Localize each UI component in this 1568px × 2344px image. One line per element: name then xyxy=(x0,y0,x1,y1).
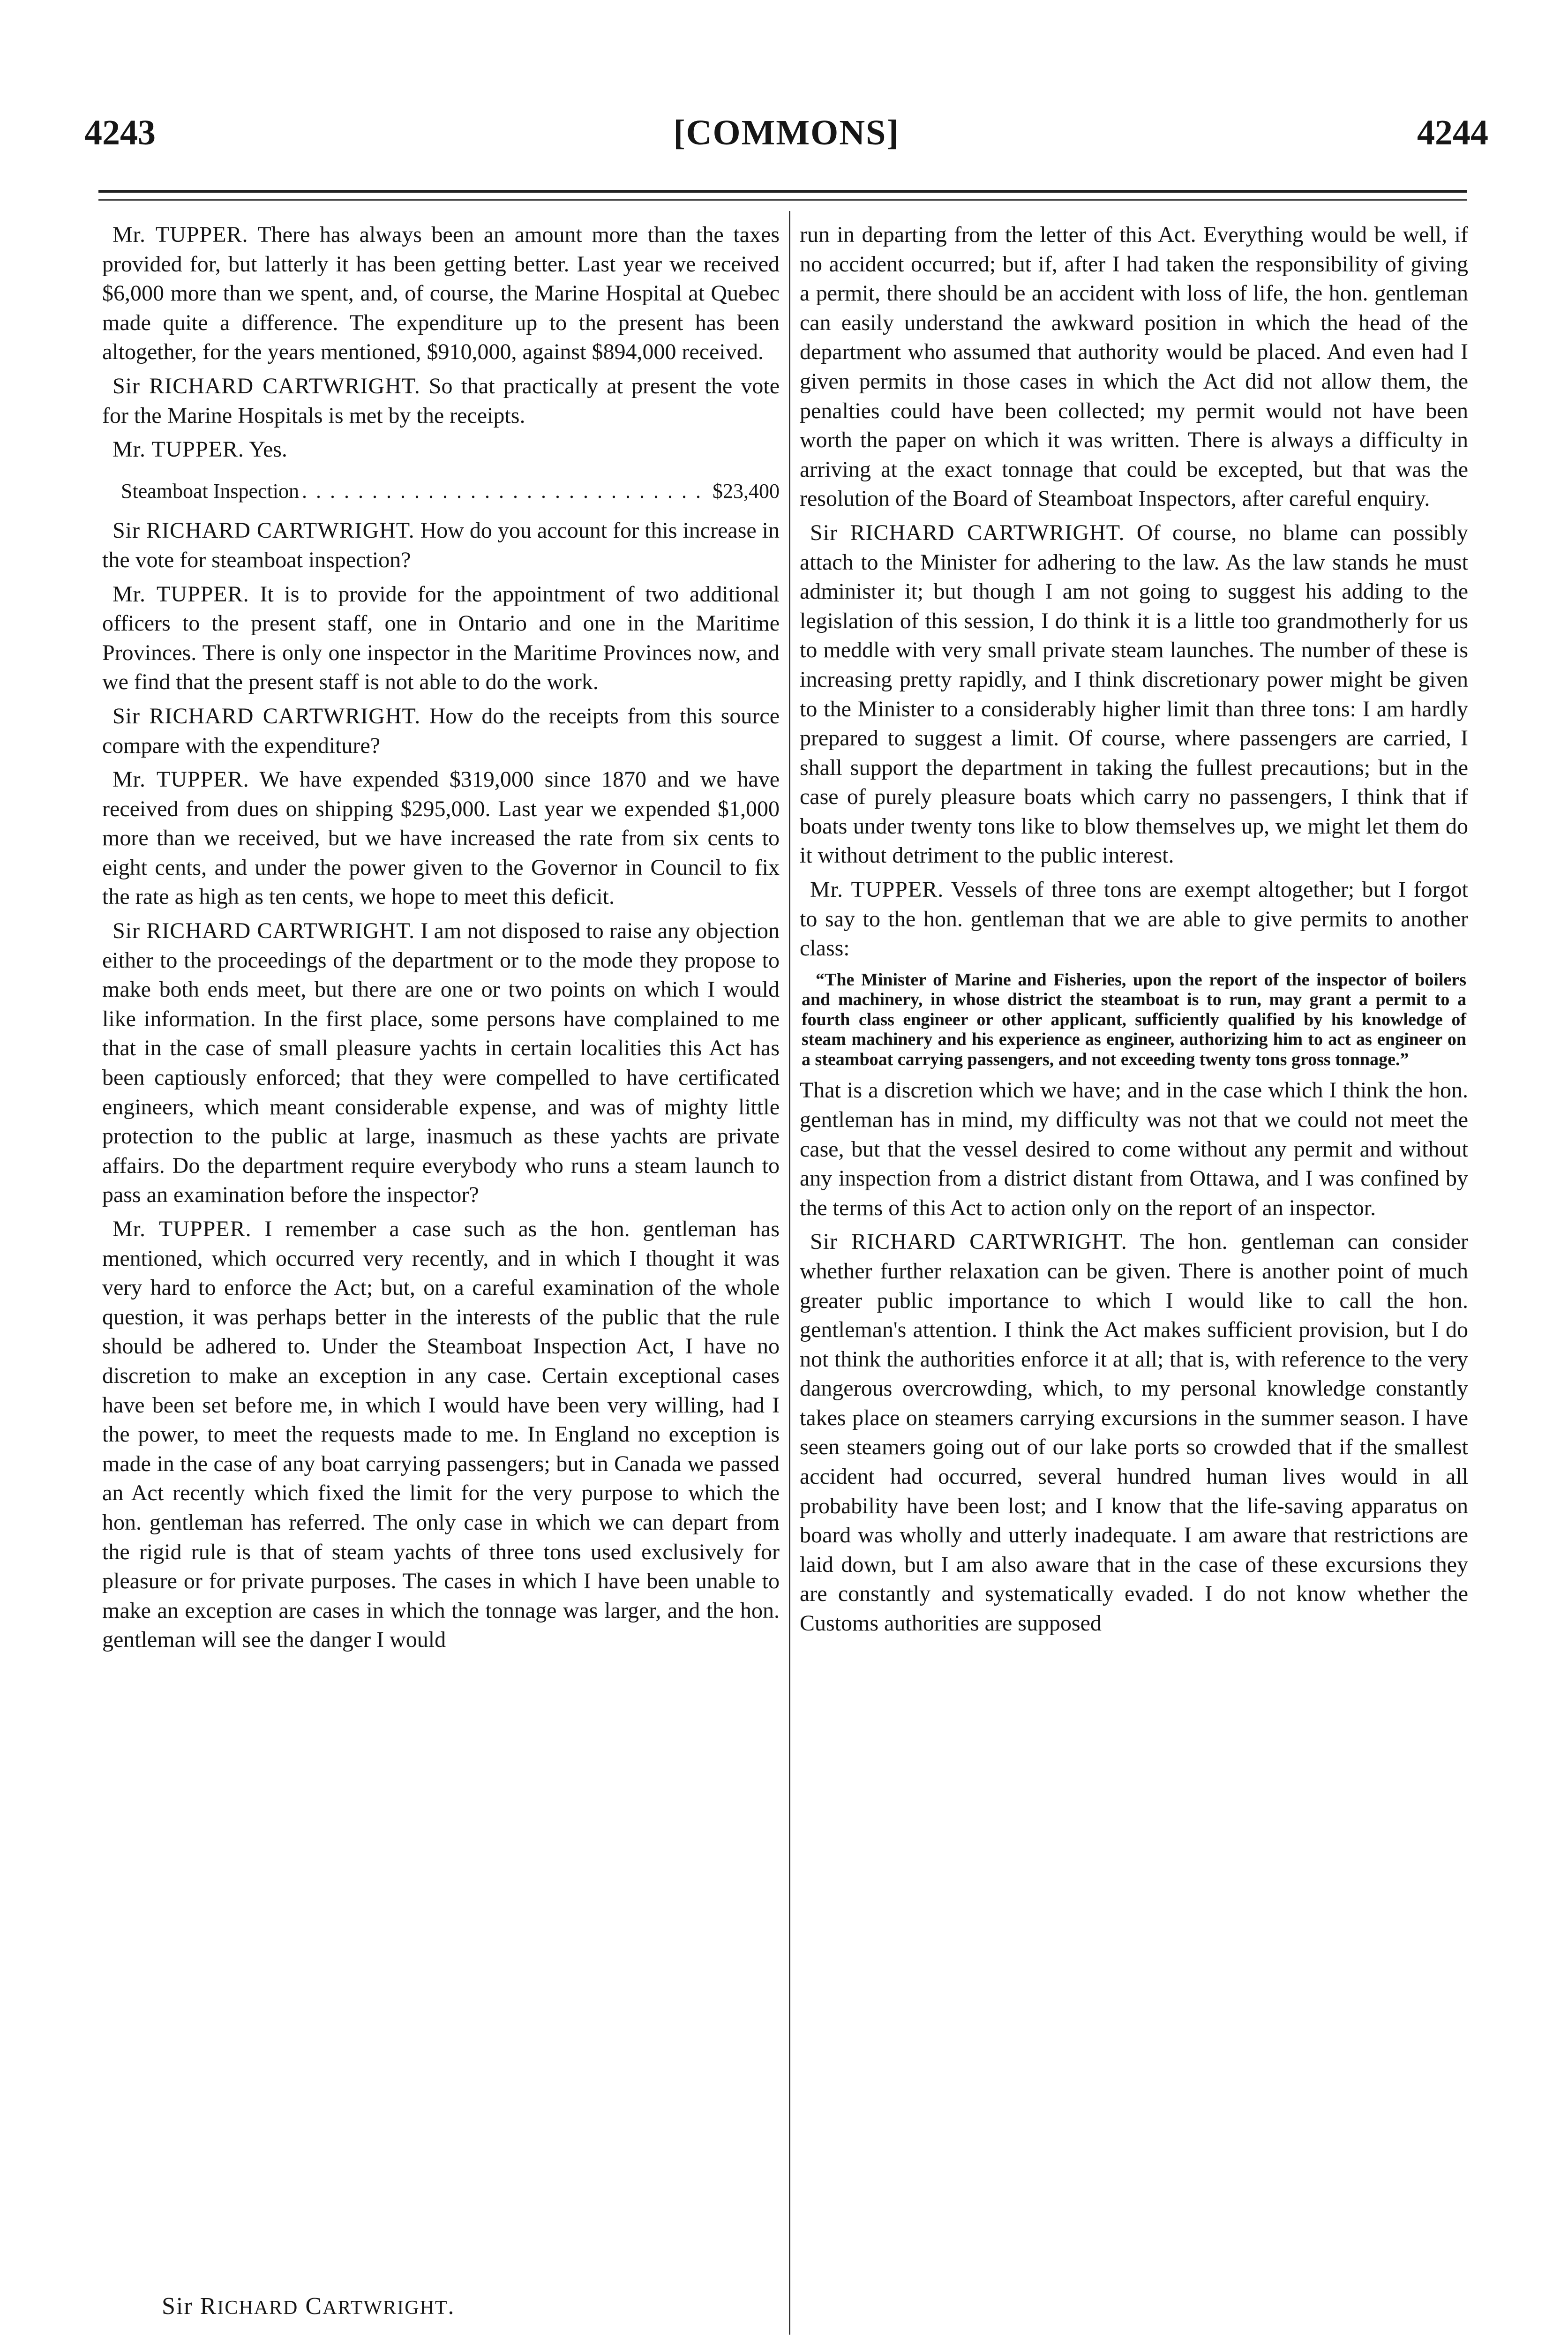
right-column xyxy=(800,220,1468,1643)
paragraph-text: The hon. gentleman can consider whether further relaxation can be given. There is another point of much greater public importance to which I would like to call the hon. gentleman's attention. I think the Act makes sufficient provision, but I do not think the authorities enforce it at all; that is, with reference to the very dangerous overcrowding, which, to my personal knowledge constantly takes place on steamers carrying excursions in the summer season. I have seen steamers going out of our lake ports so crowded that if the smallest accident had occurred, several hundred human lives would in all probability have been lost; and I know that the life-saving apparatus on board was wholly and utterly inadequate. I am aware that restrictions are laid down, but I am also aware that in the case of these excursions they are constantly and systematically evaded. I do not know whether the Customs authorities are supposed xyxy=(800,1229,1468,1636)
speaker-name: Mr. TUPPER. xyxy=(113,767,249,792)
estimate-item-amount: $23,400 xyxy=(713,479,780,503)
speaker-name: Sir RICHARD CARTWRIGHT. xyxy=(810,1229,1127,1255)
paragraph-text: I remember a case such as the hon. gentleman has mentioned, which occurred very recently, and in which I thought it was very hard to enforce the Act; but, on a careful examination of the whole question, it was perhaps better in the interests of the public that the rule should be adhered to. Under the Steamboat Inspection Act, I have no discretion to make an exception in any case. Certain exceptional cases have been set before me, in which I would have been very willing, had I the power, to meet the requests made to me. In England no exception is made in the case of any boat carrying passengers; but in Canada we passed an Act recently which fixed the limit for the very purpose to which the hon. gentleman has referred. The only case in which we can depart from the rigid rule is that of steam yachts of three tons used exclusively for pleasure or for private purposes. The cases in which I have been unable to make an exception are cases in which the tonnage was larger, and the hon. gentleman will see the danger I would xyxy=(102,1217,780,1653)
paragraph-text: Of course, no blame can possibly attach to the Minister for adhering to the law. As the law stands he must administer it; but though I am not going to suggest his adding to the legislation of this session, I do think it is a little too grandmotherly for us to meddle with very small private steam launches. The number of these is increasing pretty rapidly, and I think discretionary power might be given to the Minister to a considerably higher limit than three tons: I am hardly prepared to suggest a limit. Of course, where passengers are carried, I shall support the department in taking the fullest precautions; but in the case of purely pleasure boats which carry no passengers, I think that if boats under twenty tons like to blow themselves up, we might let them do it without detriment to the public interest. xyxy=(800,520,1469,868)
paragraph xyxy=(102,702,780,760)
speaker-name: Mr. TUPPER. xyxy=(810,877,944,902)
catchword-part: ARTWRIGHT xyxy=(323,2297,448,2319)
speaker-name: Mr. TUPPER. xyxy=(113,1217,252,1241)
paragraph xyxy=(102,1215,780,1655)
paragraph-text: How do the receipts from this source compare with the expenditure? xyxy=(102,703,780,758)
header-rule-thick xyxy=(98,190,1467,193)
catchword-part: . xyxy=(448,2293,455,2320)
speaker-name: Sir RICHARD CARTWRIGHT. xyxy=(113,518,415,543)
estimate-item xyxy=(102,477,780,506)
page-header xyxy=(84,113,1488,164)
leader-dots xyxy=(302,477,710,506)
speaker-name: Mr. TUPPER. xyxy=(113,581,249,607)
left-column xyxy=(102,220,780,1660)
paragraph xyxy=(800,518,1468,871)
paragraph-text: We have expended $319,000 since 1870 and we have received from dues on shipping $295,000. Last year we expended $1,000 more than we received, but we have increased the rate from six cents to eight cents, and under the power given to the Governor in Council to fix the rate as high as ten cents, we hope to meet this deficit. xyxy=(102,767,780,909)
block-quote: “The Minister of Marine and Fisheries, upon the report of the inspector of boilers and machinery, in whose district the steamboat is to run, may grant a permit to a fourth class engineer or other applicant, sufficiently qualified by his knowledge of steam machinery and his experience as engineer, authorizing him to act as engineer on a steamboat carrying passengers, and not exceeding twenty tons gross tonnage.” xyxy=(802,969,1466,1069)
paragraph-text: How do you account for this increase in the vote for steamboat inspection? xyxy=(102,518,780,572)
paragraph-text: Vessels of three tons are exempt altogether; but I forgot to say to the hon. gentleman that we are able to give permits to another class: xyxy=(800,877,1469,961)
catchword-part: C xyxy=(298,2293,323,2320)
paragraph xyxy=(102,516,780,575)
catchword-part: ICHARD xyxy=(217,2297,299,2319)
paragraph-text: run in departing from the letter of this Act. Everything would be well, if no accident occurred; but if, after I had taken the responsibility of giving a permit, there should be an accident with loss of life, the hon. gentleman can easily understand the awkward position in which the head of the department who assumed that authority would be placed. And even had I given permits in those cases in which the Act did not allow them, the penalties could have been collected; my permit would not have been worth the paper on which it was written. There is always a difficulty in arriving at the exact tonnage that could be excepted, but that was the resolution of the Board of Steamboat Inspectors, after careful enquiry. xyxy=(800,222,1468,511)
catchword-part: Sir R xyxy=(162,2293,218,2320)
speaker-name: Sir RICHARD CARTWRIGHT. xyxy=(113,703,421,729)
paragraph xyxy=(102,917,780,1210)
page-number-right: 4244 xyxy=(1417,113,1488,152)
page-number-left: 4243 xyxy=(84,113,156,152)
catchword xyxy=(162,2292,455,2320)
paragraph xyxy=(102,765,780,912)
speaker-name: Sir RICHARD CARTWRIGHT. xyxy=(810,520,1125,545)
paragraph xyxy=(800,1076,1468,1223)
paragraph-text: It is to provide for the appointment of two additional officers to the present staff, one in Ontario and one in the Maritime Provinces. There is only one inspector in the Maritime Provinces now, and we find that the present staff is not able to do the work. xyxy=(102,581,780,695)
paragraph xyxy=(102,580,780,697)
paragraph-text: I am not disposed to raise any objection either to the proceedings of the department or to the mode they propose to make both ends meet, but there are one or two points on which I would like information. In the first place, some persons have complained to me that in the case of small pleasure yachts in certain localities this Act has been captiously enforced; that they were compelled to have certificated engineers, which meant considerable expense, and was of mighty little protection to the public at large, inasmuch as these yachts are private affairs. Do the department require everybody who runs a steam launch to pass an examination before the inspector? xyxy=(102,918,780,1208)
speaker-name: Mr. TUPPER. xyxy=(113,437,244,462)
header-rule-thin xyxy=(98,199,1467,201)
page-title: [COMMONS] xyxy=(673,113,900,152)
speaker-name: Sir RICHARD CARTWRIGHT. xyxy=(113,918,415,944)
paragraph-text: So that practically at present the vote for the Marine Hospitals is met by the receipts. xyxy=(102,373,780,428)
paragraph xyxy=(102,435,780,465)
column-divider xyxy=(789,211,790,2335)
paragraph xyxy=(102,220,780,367)
paragraph xyxy=(800,220,1468,514)
paragraph xyxy=(800,875,1468,963)
speaker-name: Sir RICHARD CARTWRIGHT. xyxy=(113,373,420,398)
estimate-item-label: Steamboat Inspection xyxy=(121,479,300,503)
paragraph-text: There has always been an amount more than the taxes provided for, but latterly it has been getting better. Last year we received $6,000 more than we spent, and, of course, the Marine Hospital at Quebec made quite a difference. The expenditure up to the present has been altogether, for the years mentioned, $910,000, against $894,000 received. xyxy=(102,222,780,365)
paragraph xyxy=(102,372,780,430)
paragraph xyxy=(800,1227,1468,1638)
speaker-name: Mr. TUPPER. xyxy=(113,222,248,247)
paragraph-text: That is a discretion which we have; and in the case which I think the hon. gentleman has in mind, my difficulty was not that we could not meet the case, but that the vessel desired to come without any permit and without any inspection from a district distant from Ottawa, and I was confined by the terms of this Act to action only on the report of an inspector. xyxy=(800,1078,1468,1220)
paragraph-text: Yes. xyxy=(244,437,287,462)
